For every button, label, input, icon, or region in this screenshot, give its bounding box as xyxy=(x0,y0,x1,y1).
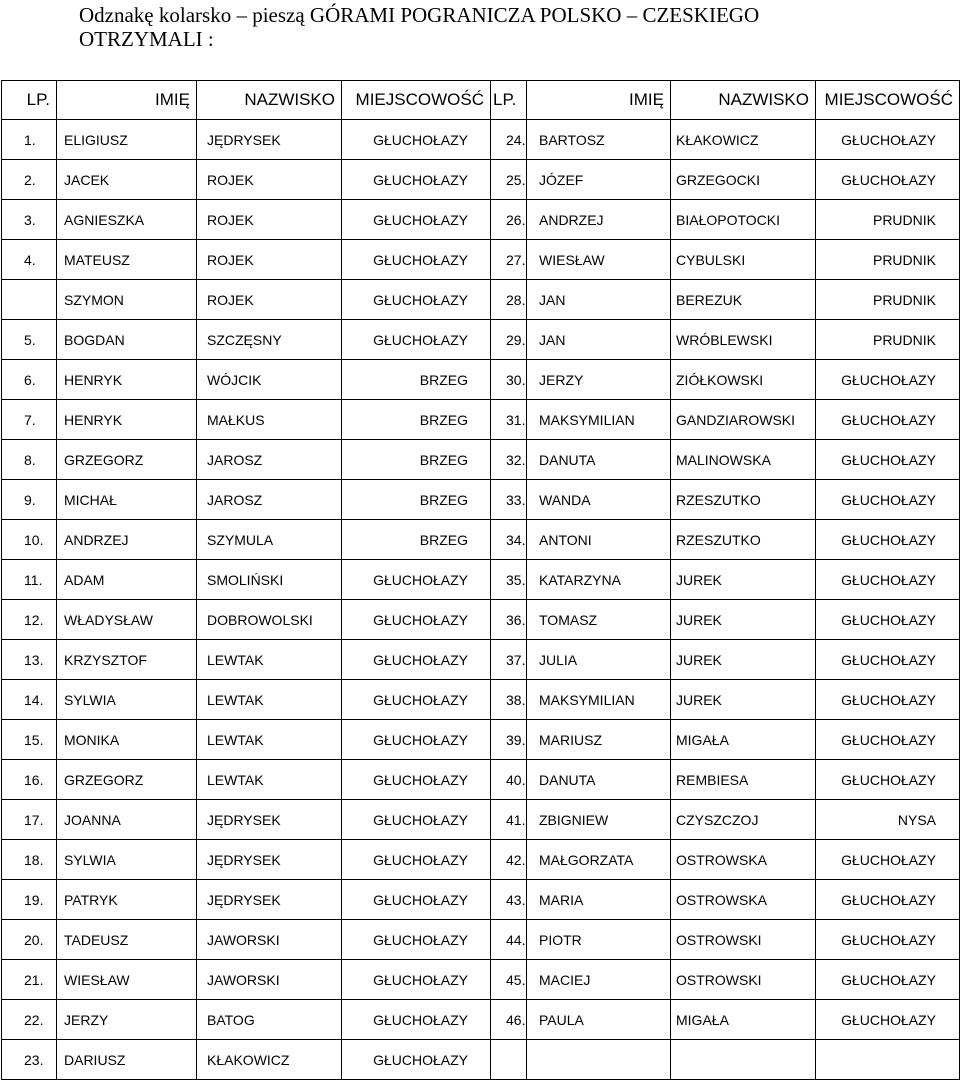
cell-city-left: GŁUCHOŁAZY xyxy=(342,840,491,880)
cell-city-left: GŁUCHOŁAZY xyxy=(342,120,491,160)
cell-lp-right: 45. xyxy=(491,960,527,1000)
cell-city-left: GŁUCHOŁAZY xyxy=(342,920,491,960)
cell-city-right: GŁUCHOŁAZY xyxy=(816,640,960,680)
cell-city-right: GŁUCHOŁAZY xyxy=(816,920,960,960)
cell-city-right: PRUDNIK xyxy=(816,320,960,360)
cell-city-left: GŁUCHOŁAZY xyxy=(342,640,491,680)
cell-city-right: PRUDNIK xyxy=(816,200,960,240)
cell-first-name-left: WŁADYSŁAW xyxy=(57,600,197,640)
cell-lp-left: 14. xyxy=(2,680,57,720)
cell-last-name-left: BATOG xyxy=(197,1000,342,1040)
cell-first-name-left: WIESŁAW xyxy=(57,960,197,1000)
cell-city-right: GŁUCHOŁAZY xyxy=(816,720,960,760)
cell-city-left: GŁUCHOŁAZY xyxy=(342,160,491,200)
cell-city-right: GŁUCHOŁAZY xyxy=(816,840,960,880)
cell-last-name-left: LEWTAK xyxy=(197,720,342,760)
cell-city-right: GŁUCHOŁAZY xyxy=(816,560,960,600)
cell-city-left: BRZEG xyxy=(342,400,491,440)
header-row xyxy=(2,81,960,120)
table-row xyxy=(2,200,960,240)
cell-lp-left xyxy=(2,280,57,320)
cell-first-name-left: DARIUSZ xyxy=(57,1040,197,1080)
table-row xyxy=(2,760,960,800)
cell-last-name-left: JĘDRYSEK xyxy=(197,120,342,160)
table-row xyxy=(2,520,960,560)
cell-last-name-left: JAWORSKI xyxy=(197,920,342,960)
table-row xyxy=(2,440,960,480)
cell-last-name-left: JAWORSKI xyxy=(197,960,342,1000)
cell-lp-right: 41. xyxy=(491,800,527,840)
cell-first-name-left: SYLWIA xyxy=(57,680,197,720)
cell-last-name-right: MALINOWSKA xyxy=(671,440,816,480)
cell-city-right: GŁUCHOŁAZY xyxy=(816,600,960,640)
cell-first-name-right: JÓZEF xyxy=(527,160,671,200)
cell-lp-left: 4. xyxy=(2,240,57,280)
cell-first-name-right: DANUTA xyxy=(527,440,671,480)
cell-first-name-left: SZYMON xyxy=(57,280,197,320)
cell-last-name-left: ROJEK xyxy=(197,160,342,200)
cell-city-left: GŁUCHOŁAZY xyxy=(342,200,491,240)
cell-last-name-left: SZCZĘSNY xyxy=(197,320,342,360)
cell-last-name-left: ROJEK xyxy=(197,200,342,240)
table-row xyxy=(2,640,960,680)
cell-first-name-right: DANUTA xyxy=(527,760,671,800)
table-row xyxy=(2,560,960,600)
cell-first-name-right: ANTONI xyxy=(527,520,671,560)
cell-last-name-left: JAROSZ xyxy=(197,480,342,520)
cell-city-left: GŁUCHOŁAZY xyxy=(342,880,491,920)
cell-city-left: GŁUCHOŁAZY xyxy=(342,720,491,760)
table-row xyxy=(2,680,960,720)
cell-last-name-right: REMBIESA xyxy=(671,760,816,800)
cell-city-right: GŁUCHOŁAZY xyxy=(816,880,960,920)
cell-first-name-left: JERZY xyxy=(57,1000,197,1040)
header-first-name-right: IMIĘ xyxy=(527,81,671,120)
cell-last-name-right: JUREK xyxy=(671,640,816,680)
cell-lp-left: 5. xyxy=(2,320,57,360)
cell-first-name-right: JERZY xyxy=(527,360,671,400)
cell-lp-left: 20. xyxy=(2,920,57,960)
cell-lp-right: 32. xyxy=(491,440,527,480)
cell-city-right: PRUDNIK xyxy=(816,280,960,320)
cell-last-name-right: BEREZUK xyxy=(671,280,816,320)
title-line-2: OTRZYMALI : xyxy=(79,27,214,51)
cell-city-right: GŁUCHOŁAZY xyxy=(816,440,960,480)
cell-last-name-left: JĘDRYSEK xyxy=(197,840,342,880)
cell-city-left: BRZEG xyxy=(342,480,491,520)
cell-last-name-right: WRÓBLEWSKI xyxy=(671,320,816,360)
document-title xyxy=(79,3,939,51)
cell-first-name-left: PATRYK xyxy=(57,880,197,920)
cell-lp-left: 1. xyxy=(2,120,57,160)
cell-lp-right: 28. xyxy=(491,280,527,320)
table-row xyxy=(2,720,960,760)
cell-city-right xyxy=(816,1040,960,1080)
cell-city-right: GŁUCHOŁAZY xyxy=(816,360,960,400)
cell-first-name-left: BOGDAN xyxy=(57,320,197,360)
cell-last-name-right: ZIÓŁKOWSKI xyxy=(671,360,816,400)
cell-city-left: GŁUCHOŁAZY xyxy=(342,680,491,720)
cell-lp-right: 25. xyxy=(491,160,527,200)
cell-last-name-right: JUREK xyxy=(671,560,816,600)
cell-lp-left: 13. xyxy=(2,640,57,680)
cell-lp-right: 44. xyxy=(491,920,527,960)
table-row xyxy=(2,920,960,960)
cell-lp-left: 8. xyxy=(2,440,57,480)
cell-city-left: BRZEG xyxy=(342,440,491,480)
cell-first-name-left: SYLWIA xyxy=(57,840,197,880)
cell-last-name-right: OSTROWSKI xyxy=(671,960,816,1000)
cell-first-name-right: JAN xyxy=(527,320,671,360)
cell-first-name-right: JULIA xyxy=(527,640,671,680)
cell-lp-right: 33. xyxy=(491,480,527,520)
cell-last-name-right: CZYSZCZOJ xyxy=(671,800,816,840)
cell-lp-right: 30. xyxy=(491,360,527,400)
cell-first-name-left: JOANNA xyxy=(57,800,197,840)
header-lp-left: LP. xyxy=(2,81,57,120)
cell-last-name-left: MAŁKUS xyxy=(197,400,342,440)
cell-first-name-left: MICHAŁ xyxy=(57,480,197,520)
cell-city-left: GŁUCHOŁAZY xyxy=(342,960,491,1000)
table-row xyxy=(2,960,960,1000)
cell-last-name-right: RZESZUTKO xyxy=(671,480,816,520)
cell-last-name-left: JĘDRYSEK xyxy=(197,800,342,840)
cell-first-name-right: TOMASZ xyxy=(527,600,671,640)
cell-lp-right: 42. xyxy=(491,840,527,880)
cell-lp-right: 40. xyxy=(491,760,527,800)
cell-last-name-right: MIGAŁA xyxy=(671,720,816,760)
cell-city-right: GŁUCHOŁAZY xyxy=(816,960,960,1000)
cell-city-right: GŁUCHOŁAZY xyxy=(816,1000,960,1040)
cell-first-name-right: ANDRZEJ xyxy=(527,200,671,240)
cell-last-name-right: OSTROWSKA xyxy=(671,840,816,880)
cell-lp-right: 34. xyxy=(491,520,527,560)
cell-last-name-left: JAROSZ xyxy=(197,440,342,480)
cell-first-name-right: ZBIGNIEW xyxy=(527,800,671,840)
cell-city-left: GŁUCHOŁAZY xyxy=(342,760,491,800)
cell-first-name-left: ADAM xyxy=(57,560,197,600)
cell-last-name-left: WÓJCIK xyxy=(197,360,342,400)
cell-lp-left: 16. xyxy=(2,760,57,800)
cell-lp-left: 3. xyxy=(2,200,57,240)
cell-last-name-left: LEWTAK xyxy=(197,640,342,680)
cell-city-left: BRZEG xyxy=(342,520,491,560)
cell-first-name-right: MAŁGORZATA xyxy=(527,840,671,880)
cell-city-left: GŁUCHOŁAZY xyxy=(342,320,491,360)
cell-first-name-right: WIESŁAW xyxy=(527,240,671,280)
cell-lp-right: 26. xyxy=(491,200,527,240)
cell-city-right: GŁUCHOŁAZY xyxy=(816,400,960,440)
table-row xyxy=(2,840,960,880)
cell-city-right: PRUDNIK xyxy=(816,240,960,280)
table-body xyxy=(2,120,960,1080)
cell-city-right: GŁUCHOŁAZY xyxy=(816,760,960,800)
cell-city-right: GŁUCHOŁAZY xyxy=(816,160,960,200)
cell-last-name-left: SZYMULA xyxy=(197,520,342,560)
cell-city-left: GŁUCHOŁAZY xyxy=(342,1040,491,1080)
cell-first-name-left: MATEUSZ xyxy=(57,240,197,280)
cell-first-name-right: MACIEJ xyxy=(527,960,671,1000)
cell-lp-right: 24. xyxy=(491,120,527,160)
header-city-right: MIEJSCOWOŚĆ xyxy=(816,81,960,120)
table-row xyxy=(2,400,960,440)
cell-lp-left: 15. xyxy=(2,720,57,760)
cell-city-left: GŁUCHOŁAZY xyxy=(342,280,491,320)
table-row xyxy=(2,320,960,360)
cell-lp-left: 22. xyxy=(2,1000,57,1040)
cell-lp-right: 37. xyxy=(491,640,527,680)
table-row xyxy=(2,600,960,640)
cell-city-right: GŁUCHOŁAZY xyxy=(816,480,960,520)
cell-first-name-left: GRZEGORZ xyxy=(57,440,197,480)
cell-last-name-left: KŁAKOWICZ xyxy=(197,1040,342,1080)
cell-city-left: GŁUCHOŁAZY xyxy=(342,1000,491,1040)
cell-first-name-right xyxy=(527,1040,671,1080)
header-lp-right: LP. xyxy=(491,81,527,120)
cell-last-name-right: BIAŁOPOTOCKI xyxy=(671,200,816,240)
cell-lp-right: 38. xyxy=(491,680,527,720)
cell-last-name-left: ROJEK xyxy=(197,240,342,280)
cell-last-name-right: KŁAKOWICZ xyxy=(671,120,816,160)
cell-first-name-left: MONIKA xyxy=(57,720,197,760)
cell-last-name-right: JUREK xyxy=(671,680,816,720)
cell-city-right: GŁUCHOŁAZY xyxy=(816,120,960,160)
cell-last-name-left: LEWTAK xyxy=(197,760,342,800)
cell-city-left: GŁUCHOŁAZY xyxy=(342,800,491,840)
cell-lp-left: 11. xyxy=(2,560,57,600)
cell-lp-right: 46. xyxy=(491,1000,527,1040)
cell-city-left: GŁUCHOŁAZY xyxy=(342,560,491,600)
header-city-left: MIEJSCOWOŚĆ xyxy=(342,81,491,120)
cell-lp-left: 23. xyxy=(2,1040,57,1080)
cell-lp-left: 7. xyxy=(2,400,57,440)
cell-last-name-left: DOBROWOLSKI xyxy=(197,600,342,640)
cell-last-name-right: OSTROWSKI xyxy=(671,920,816,960)
cell-lp-left: 10. xyxy=(2,520,57,560)
cell-lp-right: 27. xyxy=(491,240,527,280)
cell-lp-left: 21. xyxy=(2,960,57,1000)
cell-first-name-right: JAN xyxy=(527,280,671,320)
table-row xyxy=(2,120,960,160)
cell-city-left: GŁUCHOŁAZY xyxy=(342,240,491,280)
cell-first-name-left: HENRYK xyxy=(57,360,197,400)
cell-first-name-right: MAKSYMILIAN xyxy=(527,680,671,720)
cell-lp-left: 17. xyxy=(2,800,57,840)
cell-lp-right: 43. xyxy=(491,880,527,920)
cell-first-name-right: WANDA xyxy=(527,480,671,520)
table-row xyxy=(2,280,960,320)
cell-last-name-left: LEWTAK xyxy=(197,680,342,720)
cell-first-name-right: BARTOSZ xyxy=(527,120,671,160)
cell-lp-right: 29. xyxy=(491,320,527,360)
cell-lp-left: 19. xyxy=(2,880,57,920)
cell-last-name-left: JĘDRYSEK xyxy=(197,880,342,920)
cell-city-left: BRZEG xyxy=(342,360,491,400)
cell-first-name-left: TADEUSZ xyxy=(57,920,197,960)
cell-lp-right: 35. xyxy=(491,560,527,600)
cell-last-name-right: JUREK xyxy=(671,600,816,640)
table-row xyxy=(2,360,960,400)
table-row xyxy=(2,160,960,200)
header-first-name-left: IMIĘ xyxy=(57,81,197,120)
cell-city-left: GŁUCHOŁAZY xyxy=(342,600,491,640)
table-row xyxy=(2,880,960,920)
cell-first-name-left: ELIGIUSZ xyxy=(57,120,197,160)
cell-lp-left: 6. xyxy=(2,360,57,400)
cell-city-right: GŁUCHOŁAZY xyxy=(816,680,960,720)
cell-city-right: NYSA xyxy=(816,800,960,840)
cell-lp-right: 39. xyxy=(491,720,527,760)
cell-first-name-left: KRZYSZTOF xyxy=(57,640,197,680)
cell-last-name-left: SMOLIŃSKI xyxy=(197,560,342,600)
cell-first-name-right: PIOTR xyxy=(527,920,671,960)
cell-lp-left: 9. xyxy=(2,480,57,520)
cell-last-name-right: OSTROWSKA xyxy=(671,880,816,920)
header-last-name-right: NAZWISKO xyxy=(671,81,816,120)
cell-lp-right: 31. xyxy=(491,400,527,440)
cell-lp-left: 2. xyxy=(2,160,57,200)
cell-last-name-right: GANDZIAROWSKI xyxy=(671,400,816,440)
cell-first-name-left: ANDRZEJ xyxy=(57,520,197,560)
cell-first-name-right: MARIA xyxy=(527,880,671,920)
cell-last-name-right: CYBULSKI xyxy=(671,240,816,280)
cell-first-name-right: MAKSYMILIAN xyxy=(527,400,671,440)
cell-first-name-right: PAULA xyxy=(527,1000,671,1040)
cell-last-name-right: MIGAŁA xyxy=(671,1000,816,1040)
header-last-name-left: NAZWISKO xyxy=(197,81,342,120)
cell-lp-right xyxy=(491,1040,527,1080)
title-line-1: Odznakę kolarsko – pieszą GÓRAMI POGRANICZA POLSKO – CZESKIEGO xyxy=(79,3,760,27)
cell-first-name-left: AGNIESZKA xyxy=(57,200,197,240)
cell-last-name-right: RZESZUTKO xyxy=(671,520,816,560)
table-row xyxy=(2,480,960,520)
table-row xyxy=(2,240,960,280)
cell-first-name-left: HENRYK xyxy=(57,400,197,440)
cell-city-right: GŁUCHOŁAZY xyxy=(816,520,960,560)
table-row xyxy=(2,1000,960,1040)
cell-first-name-left: JACEK xyxy=(57,160,197,200)
cell-last-name-left: ROJEK xyxy=(197,280,342,320)
cell-last-name-right: GRZEGOCKI xyxy=(671,160,816,200)
cell-lp-left: 18. xyxy=(2,840,57,880)
cell-last-name-right xyxy=(671,1040,816,1080)
cell-first-name-right: MARIUSZ xyxy=(527,720,671,760)
cell-lp-right: 36. xyxy=(491,600,527,640)
recipients-table xyxy=(1,80,960,1080)
table-row xyxy=(2,800,960,840)
table-row xyxy=(2,1040,960,1080)
cell-first-name-left: GRZEGORZ xyxy=(57,760,197,800)
cell-first-name-right: KATARZYNA xyxy=(527,560,671,600)
cell-lp-left: 12. xyxy=(2,600,57,640)
